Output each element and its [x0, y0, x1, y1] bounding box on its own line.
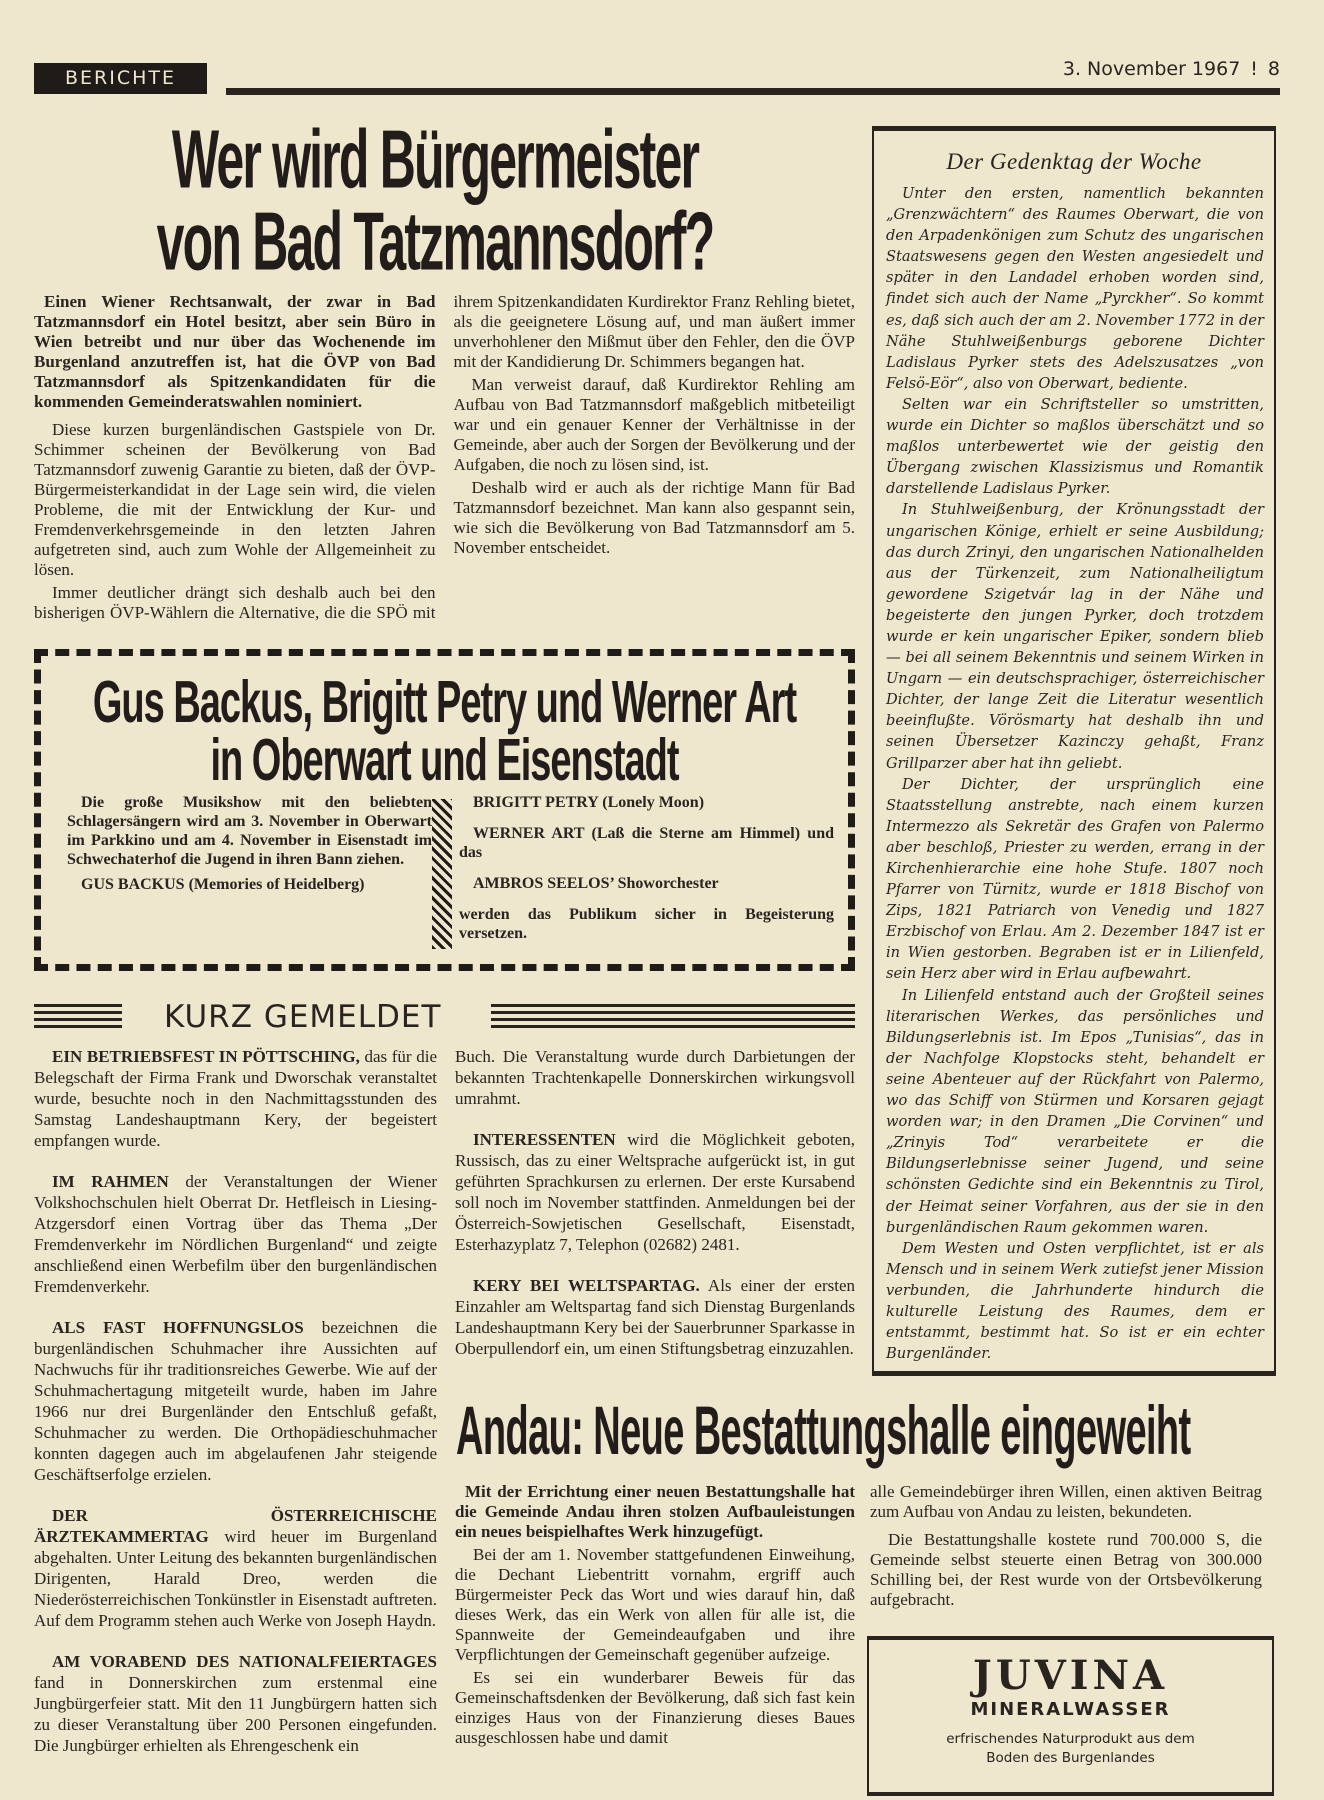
- andau-paragraph: Die Bestattungshalle kostete rund 700.000 S, die Gemeinde selbst steuerte einen Betrag von 300.000 Schilling bei, der Rest wurde von der Ortsbevölkerung aufgebracht.: [870, 1530, 1262, 1609]
- news-item-lead: KERY BEI WELTSPARTAG.: [473, 1276, 700, 1295]
- news-item-lead: AM VORABEND DES NATIONALFEIERTAGES: [52, 1652, 437, 1671]
- news-item-text: bezeichnen die burgenländischen Schuhmacher ihre Aussichten auf Nachwuchs für ihr traditionsreiches Gewerbe. Wie auf der Schuhmachertagung mitgeteilt wurde, haben im Jahre 1966 nur drei Burgenländer den Entschluß gefaßt, Schuhmacher zu werden. Die Orthopädieschuhmacher konnten dagegen auch im abgelaufenen Jahr steigende Geschäftserfolge erzielen.: [34, 1318, 438, 1484]
- andau-left-column: [455, 1482, 855, 1751]
- music-headline-line1: Gus Backus, Brigitt Petry und Werner Art: [92, 670, 797, 736]
- article-paragraph: Man verweist darauf, daß Kurdirektor Rehling am Aufbau von Bad Tatzmannsdorf maßgeblich mitbeteiligt war und ein genauer Kenner der Verhältnisse in der Gemeinde, aber auch der Sorgen der Bevölkerung und der Aufgaben, die noch zu lösen sind, ist.: [453, 375, 855, 474]
- gedenktag-paragraph: Unter den ersten, namentlich bekannten „Grenzwächtern“ des Raumes Oberwart, die von den Arpadenkönigen zum Schutz des ungarischen Staatswesens gegen den Westen angesiedelt und später in den Landadel erhoben worden sind, findet sich auch der Name „Pyrckher“. So kommt es, daß sich auch der am 2. November 1772 in der Nähe Stuhlweißenburgs geborene Dichter Ladislaus Pyrker stets des Adelszusatzes „von Felsö-Eör“, also von Oberwart, bediente.: [886, 185, 1264, 392]
- article-lead: Einen Wiener Rechtsanwalt, der zwar in Bad Tatzmannsdorf ein Hotel besitzt, aber sein Büro in Wien betreibt und nur über das Wochenende im Burgenland anzutreffen ist, hat die ÖVP von Bad Tatzmannsdorf als Spitzenkandidaten für die kommenden Gemeinderatswahlen nominiert.: [34, 292, 436, 411]
- music-paragraph: BRIGITT PETRY (Lonely Moon): [473, 794, 705, 811]
- gedenktag-paragraph: Der Dichter, der ursprünglich eine Staatsstellung anstrebte, nach einem kurzen Intermezzo als Sekretär des Grafen von Palermo aber beschloß, Priester zu werden, errang in der Kirchenhierarchie eine hohe Stufe. 1807 noch Pfarrer von Türnitz, wurde er 1818 Bischof von Zips, 1821 Patriarch von Venedig und 1827 Erzbischof von Erlau. Am 2. Dezember 1847 ist er in Wien gestorben. Begraben ist er in Lilienfeld, sein Herz aber wird in Erlau aufbewahrt.: [886, 775, 1264, 983]
- gedenktag-paragraph: In Lilienfeld entstand auch der Großteil seines literarischen Werkes, das persönliches und Bildungserlebnis ist. Im Epos „Tunisias“, das in der Nachfolge Klopstocks steht, behandelt er seine Abenteuer auf der Rückfahrt von Palermo, wo das Schiff von Stürmen und Korsaren gejagt worden war; in den Dramen „Die Corvinen“ und „Zrinyis Tod“ verarbeitete er die Bildungserlebnisse seiner Jugend, und seine schönsten Gedichte sind ein Bekenntnis zu Tirol, der Heimat seiner Vorfahren, aus der sie in den burgenländischen Raum gekommen waren.: [886, 986, 1264, 1236]
- news-item: [455, 1275, 855, 1359]
- music-paragraph: werden das Publikum sicher in Begeisterung versetzen.: [459, 906, 834, 942]
- news-item-lead: IM RAHMEN: [52, 1172, 169, 1191]
- news-item-text: Als einer der ersten Einzahler am Weltspartag fand sich Dienstag Burgenlands Landeshauptmann Kery bei der Sauerbrunner Sparkasse in Oberpullendorf ein, um einen Stiftungsbetrag einzuzahlen.: [455, 1276, 855, 1358]
- music-paragraph: Die große Musikshow mit den beliebten Schlagersängern wird am 3. November in Oberwart im Parkkino und am 4. November in Eisenstadt im Schwechaterhof die Jugend in ihren Bann ziehen.: [67, 794, 432, 868]
- article-paragraph: Immer deutlicher drängt sich deshalb auch bei den bisherigen ÖVP-Wählern die Alternative, die die SPÖ mit ihrem Spitzenkandidaten Kurdirektor Franz Rehling bietet, als die geeignetere Lösung auf, und man äußert immer unverhohlener den Mißmut über den Fehler, den die ÖVP mit der Kandidierung Dr. Schimmers begangen hat.: [34, 292, 855, 622]
- kurz-gemeldet-title: KURZ GEMELDET: [164, 999, 442, 1035]
- gedenktag-paragraph: Dem Westen und Osten verpflichtet, ist er als Mensch und in seinem Werk zutiefst jener Mission verbunden, die Jahrhunderte hindurch die kulturelle Leistung des Raumes, dem er entstammt, bestimmt hat. So ist er ein echter Burgenländer.: [886, 1239, 1264, 1363]
- news-item: [34, 1317, 437, 1485]
- gedenktag-paragraph: In Stuhlweißenburg, der Krönungsstadt der ungarischen Könige, erhielt er seine Ausbildung; das durch Zrinyi, den ungarischen Nationalhelden aus der Türkenzeit, zum Nationalheiligtum gewordene Szigetvár lag in der Nähe und begeisterte den jungen Pyrker, doch trotzdem wurde er kein ungarischer Epiker, sondern blieb — bei all seinem Bekenntnis und seinem Wirken in Ungarn — ein deutschsprachiger, österreichischer Dichter, der lange Zeit die Literatur wesentlich beeinflußte. Vörösmarty hat deshalb ihn und seinen Übersetzer Kazinczy gehaßt, Franz Grillparzer aber hat ihn geliebt.: [886, 501, 1264, 772]
- music-paragraph: WERNER ART (Laß die Sterne am Himmel) und das: [459, 825, 834, 861]
- news-item-text: wird heuer im Burgenland abgehalten. Unter Leitung des bekannten burgenländischen Dirigenten, Harald Dreo, werden die Niederösterreichischen Tonkünstler in Eisenstadt auftreten. Auf dem Programm stehen auch Werke von Joseph Haydn.: [34, 1527, 437, 1630]
- music-left-text: [67, 793, 432, 900]
- andau-paragraph: alle Gemeindebürger ihren Willen, einen aktiven Beitrag zum Aufbau von Andau zu leisten, bekundeten.: [870, 1482, 1262, 1521]
- news-item-text: das für die Belegschaft der Firma Frank und Dworschak veranstaltet wurde, besuchte noch in den Nachmittagsstunden des Samstag Landeshauptmann Kery, der begeistert empfangen wurde.: [34, 1047, 437, 1150]
- issue-date-line: [960, 58, 1280, 80]
- page-number: 8: [1267, 58, 1280, 80]
- news-item: [34, 1651, 437, 1756]
- news-item-continuation: Buch. Die Veranstaltung wurde durch Darbietungen der bekannten Trachtenkapelle Donnerskirchen wirkungsvoll umrahmt.: [455, 1047, 855, 1108]
- article-paragraph: Diese kurzen burgenländischen Gastspiele von Dr. Schimmer scheinen der Bevölkerung von Bad Tatzmannsdorf zuwenig Garantie zu bieten, daß der ÖVP-Bürgermeisterkandidat in der Lage sein wird, die vielen Probleme, die mit der Entwicklung der Kur- und Fremdenverkehrsgemeinde in den letzten Jahren aufgetreten sind, auch zum Wohle der Allgemeinheit zu lösen.: [34, 420, 436, 579]
- gedenktag-paragraph: Selten war ein Schriftsteller so umstritten, wurde ein Dichter so maßlos überschätzt und so maßlos unterbewertet wie der geistig den Übergang zwischen Klassizismus und Romantik darstellende Ladislaus Pyrker.: [886, 395, 1264, 498]
- juvina-advertisement: [867, 1636, 1274, 1796]
- news-item-lead: EIN BETRIEBSFEST IN PÖTTSCHING,: [52, 1047, 360, 1066]
- news-item-lead: ALS FAST HOFFNUNGSLOS: [52, 1318, 304, 1337]
- header-rule: [226, 88, 1280, 95]
- andau-lead: Mit der Errichtung einer neuen Bestattungshalle hat die Gemeinde Andau ihren stolzen Aufbauleistungen ein neues beispielhaftes Werk hinzugefügt.: [455, 1482, 855, 1541]
- gedenktag-text: [886, 183, 1264, 1364]
- music-headline-line2: in Oberwart und Eisenstadt: [210, 728, 679, 794]
- news-item: [34, 1505, 437, 1631]
- kurz-left-column: [34, 1046, 437, 1776]
- striped-divider: [432, 799, 452, 949]
- music-right-text: [459, 793, 834, 955]
- kurz-middle-column: [455, 1046, 855, 1379]
- news-item-text: wird die Möglichkeit geboten, Russisch, das zu einer Weltsprache aufgerückt ist, in gut geführten Sprachkursen zu erlernen. Der erste Kursabend soll noch im November stattfinden. Anmeldungen bei der Österreich-Sowjetischen Gesellschaft, Eisenstadt, Esterhazyplatz 7, Telephon (02682) 2481.: [455, 1130, 855, 1254]
- separator-mark: !: [1250, 58, 1258, 80]
- news-item: [34, 1046, 437, 1151]
- music-paragraph: GUS BACKUS (Memories of Heidelberg): [81, 876, 365, 893]
- main-article-body: [34, 292, 855, 637]
- gedenktag-box: [872, 126, 1276, 1376]
- ad-tagline-1: erfrischendes Naturprodukt aus dem: [946, 1731, 1195, 1747]
- andau-paragraph: Es sei ein wunderbarer Beweis für das Gemeinschaftsdenken der Bevölkerung, daß sich fast kein einziges Haus von der Finanzierung dieses Baues ausgeschlossen habe und damit: [455, 1668, 855, 1747]
- andau-right-column: [870, 1482, 1262, 1618]
- section-label: BERICHTE: [34, 63, 207, 94]
- main-headline-line1: Wer wird Bürgermeister: [171, 113, 699, 206]
- news-item-lead: DER ÖSTERREICHISCHE ÄRZTEKAMMERTAG: [34, 1506, 437, 1546]
- article-paragraph: Deshalb wird er auch als der richtige Mann für Bad Tatzmannsdorf bezeichnet. Man kann also gespannt sein, wie sich die Bevölkerung von Bad Tatzmannsdorf am 5. November entscheidet.: [453, 478, 855, 557]
- ad-tagline-2: Boden des Burgenlandes: [986, 1750, 1155, 1766]
- music-show-box: [34, 649, 855, 971]
- main-headline-line2: von Bad Tatzmannsdorf?: [156, 195, 714, 288]
- issue-date: 3. November 1967: [1062, 58, 1241, 80]
- ad-brand: JUVINA: [972, 1652, 1169, 1699]
- ad-product: MINERALWASSER: [970, 1699, 1171, 1720]
- news-item-lead: INTERESSENTEN: [473, 1130, 616, 1149]
- news-item-text: fand in Donnerskirchen zum erstenmal eine Jungbürgerfeier statt. Mit den 11 Jungbürgern hatten sich zu dieser Veranstaltung über 200 Personen eingefunden. Die Jungbürger erhielten als Ehrengeschenk ein: [34, 1673, 437, 1755]
- music-paragraph: AMBROS SEELOS’ Showorchester: [473, 875, 719, 892]
- news-item-text: der Veranstaltungen der Wiener Volkshochschulen hielt Oberrat Dr. Hetfleisch in Liesing-Atzgersdorf einen Vortrag über das Thema „Der Fremdenverkehr im Nördlichen Burgenland“ und zeigte anschließend einen Werbefilm über den burgenländischen Fremdenverkehr.: [34, 1172, 437, 1296]
- news-item: [455, 1129, 855, 1255]
- news-item: [34, 1171, 437, 1297]
- andau-paragraph: Bei der am 1. November stattgefundenen Einweihung, die Dechant Liebentritt vornahm, ergriff auch Bürgermeister Peck das Wort und wies darauf hin, daß dieses Werk, das ein Werk von allen für alle ist, die Spannweite der Gemeindeaufgaben und ihre Verpflichtungen der Gemeinschaft gegenüber aufzeige.: [455, 1545, 855, 1664]
- heading-rule-right: [491, 1004, 855, 1030]
- heading-rule-left: [34, 1004, 122, 1030]
- kurz-gemeldet-heading: [34, 996, 474, 1038]
- andau-headline: Andau: Neue Bestattungshalle eingeweiht: [456, 1394, 1191, 1470]
- gedenktag-title: Der Gedenktag der Woche: [946, 149, 1202, 174]
